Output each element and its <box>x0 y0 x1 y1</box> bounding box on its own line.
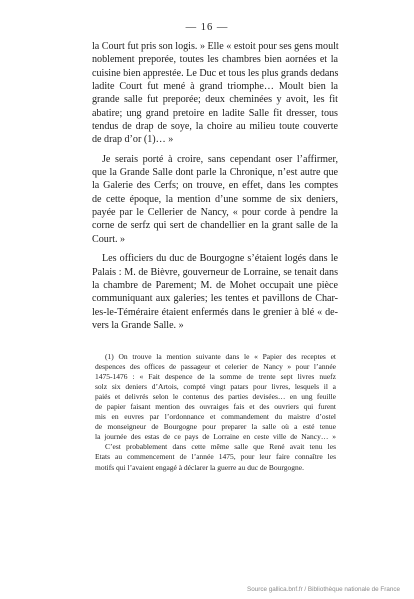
footnote-line: paiés et delivrés selon le contenus des parties devisées… en ung feuille <box>95 392 336 402</box>
text-line: tendus de drap de soye, la choire au milieu toute couverte <box>92 121 338 133</box>
text-line: Je serais porté à croire, sans cependant oser l’affirmer, <box>102 153 338 165</box>
text-line: corne de serfz qui sert de chandellier en la grant salle de la <box>92 220 338 232</box>
text-line: ladite Court fut mené à grand triomphe… Moult bien la <box>92 81 338 93</box>
body-text <box>92 40 338 332</box>
text-line: de drap d’or (1)… » <box>92 134 174 146</box>
text-line: Court. » <box>92 233 126 245</box>
source-attribution: Source gallica.bnf.fr / Bibliothèque nationale de France <box>247 586 400 593</box>
footnote-line: Etats au commencement de l’année 1475, pour leur faire connaître les <box>95 452 336 462</box>
text-line: noblement preporée, toutes les chambres bien aornées et la <box>92 54 338 66</box>
paragraph <box>92 252 338 332</box>
footnote-line: despences des offices de passageur et celerier de Nancy » pour l’année <box>95 362 336 372</box>
text-line: les-le-Téméraire étaient enfermés dans le grenier à blé « de- <box>92 306 338 318</box>
text-line: Palais : M. de Bièvre, gouverneur de Lorraine, se tenait dans <box>92 266 338 278</box>
text-line: cuisine bien apprestée. Le Duc et tous les plus grands dedans <box>92 67 339 79</box>
footnote-line: mis en euvres par l’ordonnance et commandement du maistre d’ostel <box>95 412 336 422</box>
text-line: la chambre de Parement; M. de Mohet occupait une pièce <box>92 279 338 291</box>
text-line: la Court fut pris son logis. » Elle « estoit pour ses gens moult <box>92 41 339 52</box>
footnote-line: solz six deniers d’Artois, compté vingt patars pour livres, lesquels il a <box>95 382 336 392</box>
text-line: de cette époque, la mention d’une somme de six deniers, <box>92 193 338 205</box>
footnote-line: 1475-1476 : « Fait despence de la somme de trente sept livres nuefz <box>95 372 336 382</box>
text-line: communiquant aux galeries; les tentes et pavillons de Char- <box>92 293 338 305</box>
text-line: vers la Grande Salle. » <box>92 319 184 331</box>
page-number: — 16 — <box>185 22 229 33</box>
footnote-line: de monseigneur de Bourgogne pour preparer la salle où a esté tenue <box>95 422 336 432</box>
text-line: Les officiers du duc de Bourgogne s’étaient logés dans le <box>102 253 338 265</box>
text-line: la Galerie des Cerfs; on trouve, en effet, dans les comptes <box>92 180 338 192</box>
footnote-line: C’est probablement dans cette même salle que René avait tenu les <box>105 442 336 452</box>
text-line: payée par le Cellerier de Nancy, « pour corde à pendre la <box>92 207 338 219</box>
footnote-line: (1) On trouve la mention suivante dans le « Papier des receptes et <box>105 352 336 361</box>
text-line: grande salle fut preporée; deux cheminées y avoit, les fit <box>92 94 338 106</box>
text-line: que la Grande Salle dont parle la Chronique, n’est autre que <box>92 167 338 179</box>
paragraph <box>92 153 338 246</box>
paragraph <box>92 40 338 147</box>
footnote-line: motifs qui l’avaient engagé à déclarer la guerre au duc de Bourgogne. <box>95 462 304 472</box>
text-line: abatire; ung grand pretoire en ladite Salle fit dresser, tous <box>92 107 338 119</box>
footnote <box>95 352 336 473</box>
footnote-line: de papier faisant mention des ouvraiges fais et des ouvriers qui furent <box>95 402 336 412</box>
footnote-line: la journée des estas de ce pays de Lorraine en ceste ville de Nancy… » <box>95 432 336 442</box>
